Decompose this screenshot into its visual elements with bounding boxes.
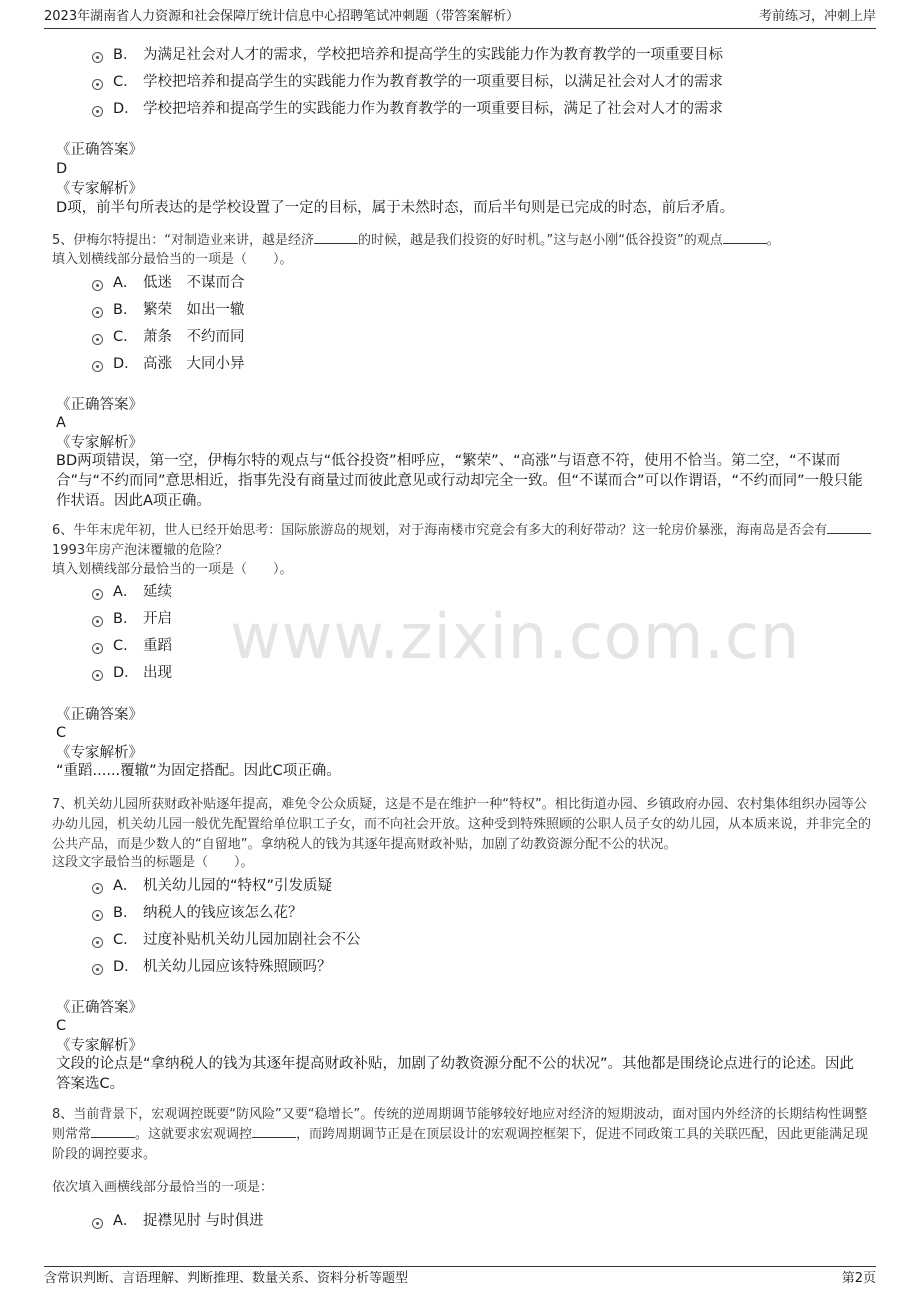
q6-option-d[interactable]: D． 出现 <box>92 662 172 684</box>
q5-prompt: 填入划横线部分最恰当的一项是（ ）。 <box>52 252 293 267</box>
radio-icon[interactable] <box>92 1218 103 1229</box>
q7-prompt: 这段文字最恰当的标题是（ ）。 <box>52 855 254 870</box>
q7-analysis-label: 《专家解析》 <box>56 1038 143 1054</box>
radio-icon[interactable] <box>92 589 103 600</box>
document-title: 2023年湖南省人力资源和社会保障厅统计信息中心招聘笔试冲刺题（带答案解析） <box>44 9 520 24</box>
q7-stem: 7、机关幼儿园所获财政补贴逐年提高，难免令公众质疑，这是不是在维护一种“特权”。相比街道办园、乡镇政府办园、农村集体组织办园等公办幼儿园，机关幼儿园一般优先配置给单位职工子女，而不向社会开放。这种受到特殊照顾的公职人员子女的幼儿园，从本质来说，并非完全的公共产品，而是少数人的“自留地”。拿纳税人的钱为其逐年提高财政补贴，加剧了幼教资源分配不公的状况。 <box>52 797 872 852</box>
header-slogan: 考前练习，冲刺上岸 <box>758 9 876 24</box>
q6-analysis-label: 《专家解析》 <box>56 745 143 761</box>
blank-line <box>827 521 871 534</box>
q6-option-a[interactable]: A． 延续 <box>92 581 172 603</box>
radio-icon[interactable] <box>92 361 103 372</box>
page-footer <box>44 1266 876 1291</box>
q4-option-d[interactable]: D． 学校把培养和提高学生的实践能力作为教育教学的一项重要目标，满足了社会对人才的需求 <box>92 98 723 120</box>
radio-icon[interactable] <box>92 670 103 681</box>
radio-icon[interactable] <box>92 79 103 90</box>
q6-answer-label: 《正确答案》 <box>56 707 143 723</box>
blank-line <box>91 1125 135 1138</box>
q8-stem: 8、当前背景下，宏观调控既要“防风险”又要“稳增长”。传统的逆周期调节能够较好地应对经济的短期波动，面对国内外经济的长期结构性调整则常常 。这就要求宏观调控 ，而跨周期调节正是在顶层设计的宏观调控框架下，促进不同政策工具的关联匹配，因此更能满足现阶段的调控要求。 <box>52 1107 869 1162</box>
q6-stem: 6、牛年末虎年初，世人已经开始思考：国际旅游岛的规划，对于海南楼市究竟会有多大的利好带动？这一轮房价暴涨，海南岛是否会有1993年房产泡沫覆辙的危险？ <box>52 521 872 561</box>
radio-icon[interactable] <box>92 910 103 921</box>
q7-option-c[interactable]: C． 过度补贴机关幼儿园加剧社会不公 <box>92 929 361 951</box>
q4-analysis-label: 《专家解析》 <box>56 181 143 197</box>
radio-icon[interactable] <box>92 334 103 345</box>
radio-icon[interactable] <box>92 307 103 318</box>
q6-prompt: 填入划横线部分最恰当的一项是（ ）。 <box>52 562 293 577</box>
footer-topics: 含常识判断、言语理解、判断推理、数量关系、资料分析等题型 <box>44 1271 409 1286</box>
radio-icon[interactable] <box>92 106 103 117</box>
q6-option-b[interactable]: B． 开启 <box>92 608 172 630</box>
blank-line <box>252 1125 296 1138</box>
radio-icon[interactable] <box>92 280 103 291</box>
q6-option-c[interactable]: C． 重蹈 <box>92 635 172 657</box>
q7-answer-label: 《正确答案》 <box>56 1000 143 1016</box>
q5-option-d[interactable]: D． 高涨 大同小异 <box>92 353 245 375</box>
q5-answer: A <box>56 415 66 431</box>
blank-line <box>723 231 767 244</box>
q7-option-b[interactable]: B． 纳税人的钱应该怎么花？ <box>92 902 303 924</box>
watermark: www.zixin.com.cn <box>230 600 801 673</box>
q4-option-b[interactable]: B． 为满足社会对人才的需求，学校把培养和提高学生的实践能力作为教育教学的一项重要目标 <box>92 44 723 66</box>
q7-option-a[interactable]: A． 机关幼儿园的“特权”引发质疑 <box>92 875 332 897</box>
q7-option-d[interactable]: D． 机关幼儿园应该特殊照顾吗？ <box>92 956 332 978</box>
q5-option-a[interactable]: A． 低迷 不谋而合 <box>92 272 245 294</box>
q5-option-c[interactable]: C． 萧条 不约而同 <box>92 326 245 348</box>
radio-icon[interactable] <box>92 883 103 894</box>
q5-option-b[interactable]: B． 繁荣 如出一辙 <box>92 299 245 321</box>
q5-answer-label: 《正确答案》 <box>56 397 143 413</box>
q5-analysis-label: 《专家解析》 <box>56 435 143 451</box>
q7-analysis: 文段的论点是“拿纳税人的钱为其逐年提高财政补贴，加剧了幼教资源分配不公的状况”。其他都是围绕论点进行的论述。因此答案选C。 <box>56 1056 855 1092</box>
radio-icon[interactable] <box>92 937 103 948</box>
q5-stem: 5、伊梅尔特提出：“对制造业来讲，越是经济 的时候，越是我们投资的好时机。”这与赵小刚“低谷投资”的观点 。 <box>52 233 780 248</box>
q6-analysis: “重蹈......覆辙”为固定搭配。因此C项正确。 <box>56 763 341 779</box>
q4-answer-label: 《正确答案》 <box>56 142 143 158</box>
q7-answer: C <box>56 1018 67 1034</box>
radio-icon[interactable] <box>92 616 103 627</box>
q5-analysis: BD两项错误，第一空，伊梅尔特的观点与“低谷投资”相呼应，“繁荣”、“高涨”与语意不符，使用不恰当。第二空，“不谋而合”与“不约而同”意思相近，指事先没有商量过而彼此意见或行动却完全一致。但“不谋而合”可以作谓语，“不约而同”一般只能作状语。因此A项正确。 <box>56 453 863 509</box>
radio-icon[interactable] <box>92 964 103 975</box>
q4-option-c[interactable]: C． 学校把培养和提高学生的实践能力作为教育教学的一项重要目标，以满足社会对人才的需求 <box>92 71 723 93</box>
q8-option-a[interactable]: A． 捉襟见肘 与时俱进 <box>92 1210 264 1232</box>
q8-prompt: 依次填入画横线部分最恰当的一项是： <box>52 1180 274 1195</box>
radio-icon[interactable] <box>92 52 103 63</box>
radio-icon[interactable] <box>92 643 103 654</box>
blank-line <box>314 231 358 244</box>
page-number: 第2页 <box>841 1271 876 1286</box>
q4-analysis: D项，前半句所表达的是学校设置了一定的目标，属于未然时态，而后半句则是已完成的时态，前后矛盾。 <box>56 200 735 216</box>
q6-answer: C <box>56 725 67 741</box>
q4-answer: D <box>56 161 68 177</box>
